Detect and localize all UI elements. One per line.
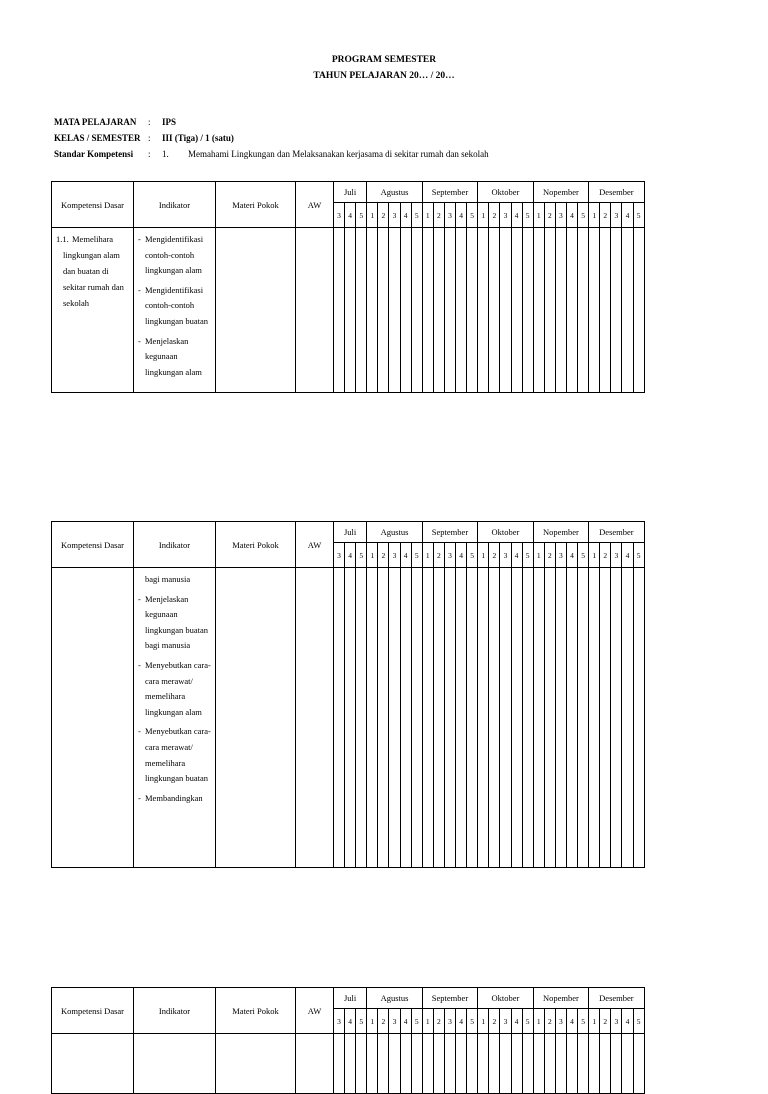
- header-week: 3: [389, 203, 400, 228]
- cell-week: [622, 1034, 633, 1094]
- competency-number: 1.: [162, 149, 169, 159]
- cell-week: [522, 228, 533, 393]
- header-month: Juli: [334, 988, 367, 1009]
- header-week: 4: [345, 543, 356, 568]
- subject-label: MATA PELAJARAN: [54, 117, 137, 127]
- header-month: September: [422, 988, 477, 1009]
- header-week: 3: [500, 203, 511, 228]
- cell-week: [345, 1034, 356, 1094]
- cell-week: [500, 568, 511, 868]
- cell-week: [356, 228, 367, 393]
- indicator-dash: -: [138, 335, 141, 346]
- header-week: 4: [566, 1009, 577, 1034]
- cell-week: [356, 1034, 367, 1094]
- header-week: 5: [467, 543, 478, 568]
- header-week: 2: [489, 1009, 500, 1034]
- cell-week: [422, 1034, 433, 1094]
- cell-materi-pokok: [216, 568, 296, 868]
- header-week: 1: [533, 543, 544, 568]
- cell-week: [611, 228, 622, 393]
- indicator-text: Membandingkan: [145, 792, 203, 803]
- header-week: 2: [378, 1009, 389, 1034]
- cell-week: [334, 568, 345, 868]
- header-week: 1: [367, 1009, 378, 1034]
- table-row: [52, 228, 645, 393]
- meta-class: [54, 133, 234, 143]
- header-week: 4: [400, 543, 411, 568]
- cell-week: [411, 568, 422, 868]
- header-week: 1: [422, 543, 433, 568]
- page-title: PROGRAM SEMESTER: [331, 55, 437, 65]
- meta-competency: [54, 149, 489, 159]
- cell-week: [533, 1034, 544, 1094]
- cell-week: [633, 568, 644, 868]
- header-week: 4: [456, 203, 467, 228]
- cell-indikator: [134, 228, 216, 393]
- header-month: Juli: [334, 522, 367, 543]
- header-week: 3: [389, 543, 400, 568]
- cell-week: [433, 568, 444, 868]
- cell-week: [622, 228, 633, 393]
- cell-week: [589, 1034, 600, 1094]
- header-month: Oktober: [478, 988, 533, 1009]
- cell-week: [400, 228, 411, 393]
- cell-week: [566, 568, 577, 868]
- header-week: 5: [411, 1009, 422, 1034]
- header-week: 1: [478, 543, 489, 568]
- header-aw: AW: [296, 988, 334, 1034]
- colon: :: [148, 149, 151, 159]
- cell-week: [422, 228, 433, 393]
- program-table: [51, 181, 645, 393]
- cell-kompetensi-dasar: [52, 568, 134, 868]
- header-week: 1: [422, 1009, 433, 1034]
- header-week: 1: [589, 543, 600, 568]
- cell-week: [611, 568, 622, 868]
- header-week: 2: [433, 543, 444, 568]
- header-week: 4: [456, 1009, 467, 1034]
- header-week: 5: [522, 543, 533, 568]
- header-week: 5: [522, 203, 533, 228]
- cell-week: [478, 568, 489, 868]
- header-week: 5: [633, 203, 644, 228]
- cell-week: [489, 568, 500, 868]
- header-materi-pokok: Materi Pokok: [216, 182, 296, 228]
- cell-week: [367, 568, 378, 868]
- page-subtitle: TAHUN PELAJARAN 20… / 20…: [313, 71, 455, 81]
- header-month: Agustus: [367, 522, 422, 543]
- header-week: 2: [433, 1009, 444, 1034]
- cell-week: [389, 228, 400, 393]
- competency-label: Standar Kompetensi: [54, 149, 134, 159]
- header-week: 3: [611, 543, 622, 568]
- cell-week: [478, 228, 489, 393]
- list-item: [136, 592, 213, 654]
- header-week: 5: [633, 543, 644, 568]
- header-week: 2: [378, 203, 389, 228]
- header-month: Nopember: [533, 182, 588, 203]
- cell-week: [467, 568, 478, 868]
- header-week: 4: [622, 203, 633, 228]
- header-week: 1: [367, 203, 378, 228]
- colon: :: [148, 133, 151, 143]
- header-week: 4: [345, 203, 356, 228]
- header-indikator: Indikator: [134, 182, 216, 228]
- cell-week: [389, 568, 400, 868]
- cell-indikator: [134, 1034, 216, 1094]
- list-item: [136, 334, 213, 381]
- class-value: III (Tiga) / 1 (satu): [162, 133, 234, 143]
- header-week: 5: [411, 203, 422, 228]
- program-table: [51, 521, 645, 868]
- cell-week: [633, 1034, 644, 1094]
- cell-week: [522, 568, 533, 868]
- header-month: Desember: [589, 522, 644, 543]
- header-week: 5: [578, 203, 589, 228]
- list-item: [136, 791, 213, 807]
- cell-week: [378, 568, 389, 868]
- header-week: 2: [544, 1009, 555, 1034]
- header-week: 3: [555, 203, 566, 228]
- indicator-list: [134, 568, 215, 806]
- header-week: 3: [334, 203, 345, 228]
- cell-week: [400, 568, 411, 868]
- kd-number: 1.1.: [56, 234, 69, 244]
- kd-text: Memelihara lingkungan alam dan buatan di sekitar rumah dan sekolah: [63, 234, 124, 308]
- header-materi-pokok: Materi Pokok: [216, 988, 296, 1034]
- header-week: 4: [566, 543, 577, 568]
- cell-aw: [296, 228, 334, 393]
- cell-week: [411, 1034, 422, 1094]
- cell-week: [345, 568, 356, 868]
- list-item: [136, 283, 213, 330]
- list-item: [136, 658, 213, 720]
- cell-week: [578, 1034, 589, 1094]
- header-week: 4: [511, 1009, 522, 1034]
- header-week: 4: [566, 203, 577, 228]
- cell-week: [511, 228, 522, 393]
- cell-week: [522, 1034, 533, 1094]
- header-indikator: Indikator: [134, 988, 216, 1034]
- subject-value: IPS: [162, 117, 177, 127]
- header-kompetensi-dasar: Kompetensi Dasar: [52, 182, 134, 228]
- header-month: Desember: [589, 988, 644, 1009]
- header-month: Nopember: [533, 988, 588, 1009]
- header-month: Juli: [334, 182, 367, 203]
- cell-week: [489, 228, 500, 393]
- cell-week: [411, 228, 422, 393]
- indicator-text: Menjelaskan kegunaan lingkungan buatan bagi manusia: [145, 593, 209, 651]
- cell-week: [544, 1034, 555, 1094]
- cell-week: [533, 228, 544, 393]
- header-week: 3: [334, 543, 345, 568]
- header-week: 3: [389, 1009, 400, 1034]
- indicator-dash: -: [138, 792, 141, 803]
- header-week: 2: [433, 203, 444, 228]
- header-week: 5: [522, 1009, 533, 1034]
- header-week: 5: [633, 1009, 644, 1034]
- cell-kompetensi-dasar: [52, 228, 134, 393]
- cell-week: [433, 1034, 444, 1094]
- cell-materi-pokok: [216, 228, 296, 393]
- cell-aw: [296, 568, 334, 868]
- cell-week: [566, 1034, 577, 1094]
- header-month: Oktober: [478, 182, 533, 203]
- header-week: 1: [589, 1009, 600, 1034]
- cell-week: [334, 1034, 345, 1094]
- cell-aw: [296, 1034, 334, 1094]
- header-week: 3: [444, 203, 455, 228]
- cell-week: [633, 228, 644, 393]
- header-week: 2: [544, 203, 555, 228]
- header-week: 3: [500, 1009, 511, 1034]
- header-week: 5: [578, 543, 589, 568]
- header-kompetensi-dasar: Kompetensi Dasar: [52, 988, 134, 1034]
- cell-week: [544, 568, 555, 868]
- table-row: [52, 568, 645, 868]
- header-week: 1: [589, 203, 600, 228]
- cell-week: [456, 1034, 467, 1094]
- cell-week: [444, 568, 455, 868]
- header-week: 3: [444, 543, 455, 568]
- cell-week: [467, 1034, 478, 1094]
- cell-week: [456, 568, 467, 868]
- header-week: 1: [422, 203, 433, 228]
- indicator-text: Menyebutkan cara-cara merawat/ memelihara lingkungan buatan: [145, 726, 211, 784]
- cell-week: [578, 568, 589, 868]
- header-month: September: [422, 182, 477, 203]
- header-week: 2: [600, 203, 611, 228]
- cell-week: [444, 1034, 455, 1094]
- header-week: 4: [400, 203, 411, 228]
- header-week: 3: [555, 1009, 566, 1034]
- cell-week: [478, 1034, 489, 1094]
- header-week: 3: [611, 1009, 622, 1034]
- cell-week: [611, 1034, 622, 1094]
- list-item: [136, 232, 213, 279]
- header-week: 3: [444, 1009, 455, 1034]
- cell-week: [589, 568, 600, 868]
- header-month: Desember: [589, 182, 644, 203]
- header-week: 4: [511, 203, 522, 228]
- cell-week: [334, 228, 345, 393]
- cell-week: [533, 568, 544, 868]
- cell-week: [456, 228, 467, 393]
- cell-indikator: [134, 568, 216, 868]
- header-week: 5: [411, 543, 422, 568]
- cell-kompetensi-dasar: [52, 1034, 134, 1094]
- header-week: 2: [600, 1009, 611, 1034]
- header-week: 5: [467, 1009, 478, 1034]
- header-aw: AW: [296, 522, 334, 568]
- cell-week: [367, 228, 378, 393]
- header-month: September: [422, 522, 477, 543]
- indicator-dash: -: [138, 234, 141, 244]
- header-week: 4: [622, 1009, 633, 1034]
- header-week: 2: [489, 203, 500, 228]
- header-month: Agustus: [367, 988, 422, 1009]
- colon: :: [148, 117, 151, 127]
- header-week: 5: [356, 543, 367, 568]
- cell-week: [555, 228, 566, 393]
- header-week: 2: [544, 543, 555, 568]
- cell-week: [422, 568, 433, 868]
- list-item: [136, 572, 213, 588]
- cell-week: [356, 568, 367, 868]
- cell-week: [555, 568, 566, 868]
- cell-week: [578, 228, 589, 393]
- header-kompetensi-dasar: Kompetensi Dasar: [52, 522, 134, 568]
- indicator-list: [134, 228, 215, 380]
- header-week: 2: [489, 543, 500, 568]
- header-week: 4: [456, 543, 467, 568]
- table-row: [52, 1034, 645, 1094]
- header-week: 1: [533, 203, 544, 228]
- indicator-dash: -: [138, 593, 141, 604]
- cell-week: [544, 228, 555, 393]
- cell-week: [600, 568, 611, 868]
- header-materi-pokok: Materi Pokok: [216, 522, 296, 568]
- program-table: [51, 987, 645, 1094]
- indicator-text: Menyebutkan cara-cara merawat/ memelihara lingkungan alam: [145, 659, 211, 717]
- list-item: [136, 724, 213, 786]
- header-month: Nopember: [533, 522, 588, 543]
- cell-week: [511, 568, 522, 868]
- header-week: 2: [600, 543, 611, 568]
- indicator-text: Mengidentifikasi contoh-contoh lingkungan buatan: [145, 284, 209, 326]
- cell-week: [566, 228, 577, 393]
- header-week: 3: [334, 1009, 345, 1034]
- header-week: 4: [511, 543, 522, 568]
- header-week: 3: [500, 543, 511, 568]
- cell-week: [511, 1034, 522, 1094]
- cell-week: [600, 228, 611, 393]
- indicator-dash: -: [138, 726, 141, 737]
- header-week: 3: [555, 543, 566, 568]
- cell-week: [589, 228, 600, 393]
- header-week: 1: [478, 1009, 489, 1034]
- indicator-text: bagi manusia: [145, 574, 191, 584]
- cell-week: [400, 1034, 411, 1094]
- indicator-dash: -: [138, 659, 141, 670]
- cell-week: [378, 1034, 389, 1094]
- indicator-text: Menjelaskan kegunaan lingkungan alam: [145, 335, 202, 377]
- cell-week: [433, 228, 444, 393]
- indicator-dash: -: [138, 284, 141, 295]
- header-week: 3: [611, 203, 622, 228]
- header-week: 1: [367, 543, 378, 568]
- indicator-text: Mengidentifikasi contoh-contoh lingkungan alam: [145, 234, 204, 276]
- cell-materi-pokok: [216, 1034, 296, 1094]
- header-month: Agustus: [367, 182, 422, 203]
- header-week: 1: [533, 1009, 544, 1034]
- cell-week: [444, 228, 455, 393]
- header-week: 5: [356, 203, 367, 228]
- cell-week: [389, 1034, 400, 1094]
- header-week: 1: [478, 203, 489, 228]
- cell-week: [500, 1034, 511, 1094]
- header-week: 5: [356, 1009, 367, 1034]
- cell-week: [378, 228, 389, 393]
- header-indikator: Indikator: [134, 522, 216, 568]
- header-aw: AW: [296, 182, 334, 228]
- cell-week: [500, 228, 511, 393]
- cell-week: [622, 568, 633, 868]
- cell-week: [489, 1034, 500, 1094]
- header-week: 5: [467, 203, 478, 228]
- header-week: 4: [400, 1009, 411, 1034]
- header-month: Oktober: [478, 522, 533, 543]
- meta-subject: [54, 117, 176, 127]
- header-week: 4: [345, 1009, 356, 1034]
- header-week: 2: [378, 543, 389, 568]
- cell-week: [467, 228, 478, 393]
- competency-value: Memahami Lingkungan dan Melaksanakan kerjasama di sekitar rumah dan sekolah: [188, 149, 489, 159]
- header-week: 4: [622, 543, 633, 568]
- header-week: 5: [578, 1009, 589, 1034]
- class-label: KELAS / SEMESTER: [54, 133, 141, 143]
- cell-week: [555, 1034, 566, 1094]
- cell-week: [600, 1034, 611, 1094]
- cell-week: [367, 1034, 378, 1094]
- cell-week: [345, 228, 356, 393]
